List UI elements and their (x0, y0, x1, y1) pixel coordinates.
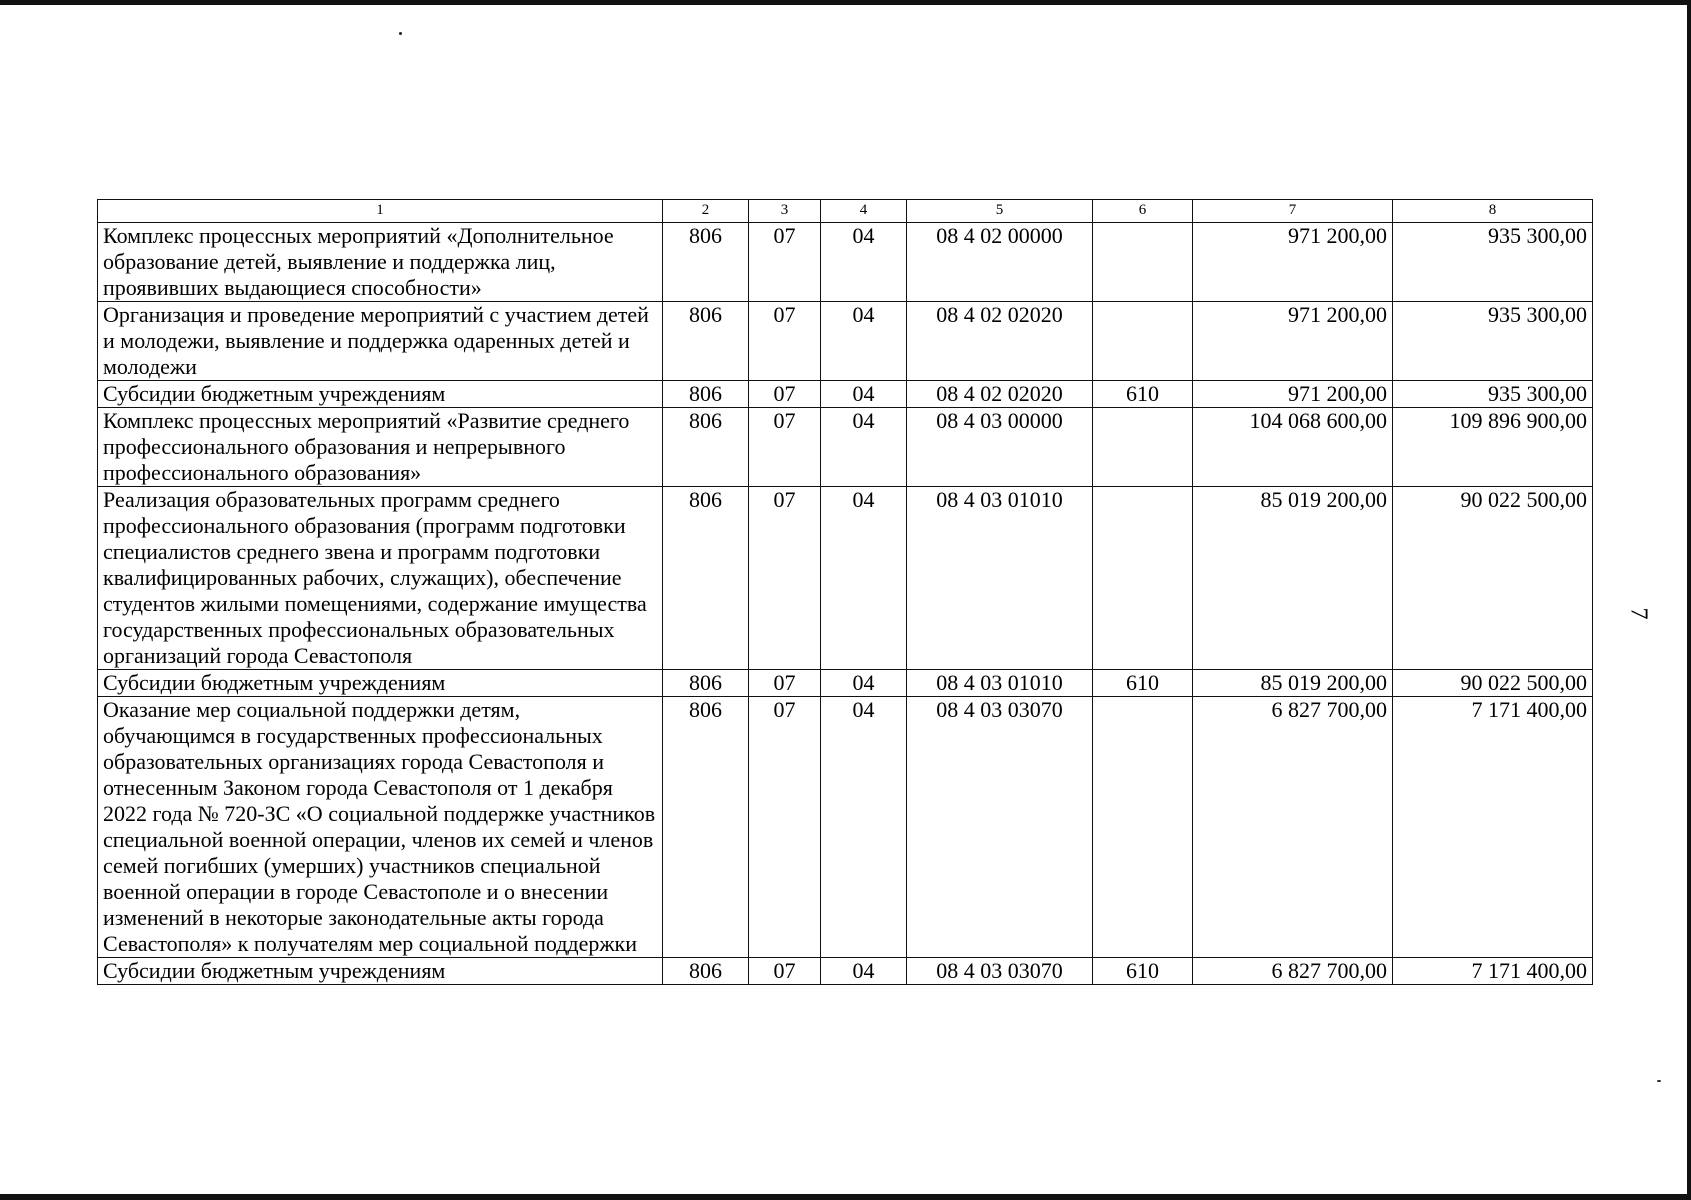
target-article-code: 08 4 03 03070 (907, 697, 1093, 958)
target-article-code: 08 4 02 02020 (907, 302, 1093, 381)
amount-year-2: 90 022 500,00 (1393, 487, 1593, 670)
ministry-code: 806 (663, 408, 749, 487)
ministry-code: 806 (663, 697, 749, 958)
column-header: 7 (1193, 200, 1393, 223)
expense-type-code: 610 (1093, 381, 1193, 408)
table-row (98, 958, 1593, 985)
target-article-code: 08 4 02 00000 (907, 223, 1093, 302)
row-name: Комплекс процессных мероприятий «Дополнительное образование детей, выявление и поддержка лиц, проявивших выдающиеся способности» (98, 223, 663, 302)
ministry-code: 806 (663, 302, 749, 381)
subsection-code: 04 (821, 670, 907, 697)
expense-type-code (1093, 697, 1193, 958)
amount-year-1: 971 200,00 (1193, 302, 1393, 381)
amount-year-2: 7 171 400,00 (1393, 697, 1593, 958)
target-article-code: 08 4 03 01010 (907, 670, 1093, 697)
amount-year-2: 90 022 500,00 (1393, 670, 1593, 697)
subsection-code: 04 (821, 381, 907, 408)
subsection-code: 04 (821, 302, 907, 381)
target-article-code: 08 4 02 02020 (907, 381, 1093, 408)
amount-year-1: 85 019 200,00 (1193, 670, 1393, 697)
amount-year-1: 971 200,00 (1193, 381, 1393, 408)
amount-year-1: 6 827 700,00 (1193, 697, 1393, 958)
amount-year-1: 104 068 600,00 (1193, 408, 1393, 487)
expense-type-code (1093, 487, 1193, 670)
row-name: Оказание мер социальной поддержки детям, обучающимся в государственных профессиональных образовательных организациях города Севастополя и отнесенным Законом города Севастополя от 1 декабря 2022 года № 720-ЗС «О социальной поддержке участников специальной военной операции, членов их семей и членов семей погибших (умерших) участников специальной военной операции в городе Севастополе и о внесении изменений в некоторые законодательные акты города Севастополя» к получателям мер социальной поддержки (98, 697, 663, 958)
subsection-code: 04 (821, 408, 907, 487)
ministry-code: 806 (663, 381, 749, 408)
ministry-code: 806 (663, 223, 749, 302)
subsection-code: 04 (821, 487, 907, 670)
amount-year-2: 935 300,00 (1393, 302, 1593, 381)
ministry-code: 806 (663, 958, 749, 985)
expense-type-code (1093, 408, 1193, 487)
section-code: 07 (749, 670, 821, 697)
row-name: Субсидии бюджетным учреждениям (98, 381, 663, 408)
column-header: 3 (749, 200, 821, 223)
subsection-code: 04 (821, 697, 907, 958)
budget-table (97, 199, 1593, 985)
row-name: Субсидии бюджетным учреждениям (98, 670, 663, 697)
table-row (98, 408, 1593, 487)
target-article-code: 08 4 03 03070 (907, 958, 1093, 985)
amount-year-2: 7 171 400,00 (1393, 958, 1593, 985)
scan-speck (399, 32, 402, 35)
expense-type-code (1093, 302, 1193, 381)
row-name: Реализация образовательных программ среднего профессионального образования (программ подготовки специалистов среднего звена и программ подготовки квалифицированных рабочих, служащих), обеспечение студентов жилыми помещениями, содержание имущества государственных профессиональных образовательных организаций города Севастополя (98, 487, 663, 670)
column-header: 2 (663, 200, 749, 223)
table-row (98, 302, 1593, 381)
column-header: 1 (98, 200, 663, 223)
section-code: 07 (749, 487, 821, 670)
section-code: 07 (749, 958, 821, 985)
expense-type-code (1093, 223, 1193, 302)
column-header: 8 (1393, 200, 1593, 223)
page-number: 7 (1625, 607, 1652, 620)
target-article-code: 08 4 03 01010 (907, 487, 1093, 670)
table-row (98, 381, 1593, 408)
amount-year-1: 971 200,00 (1193, 223, 1393, 302)
table-header-row (98, 200, 1593, 223)
column-header: 4 (821, 200, 907, 223)
amount-year-2: 935 300,00 (1393, 223, 1593, 302)
section-code: 07 (749, 302, 821, 381)
row-name: Субсидии бюджетным учреждениям (98, 958, 663, 985)
target-article-code: 08 4 03 00000 (907, 408, 1093, 487)
scan-speck (1657, 1080, 1661, 1082)
amount-year-1: 85 019 200,00 (1193, 487, 1393, 670)
table-row (98, 670, 1593, 697)
section-code: 07 (749, 697, 821, 958)
expense-type-code: 610 (1093, 670, 1193, 697)
amount-year-2: 935 300,00 (1393, 381, 1593, 408)
section-code: 07 (749, 223, 821, 302)
subsection-code: 04 (821, 223, 907, 302)
section-code: 07 (749, 381, 821, 408)
section-code: 07 (749, 408, 821, 487)
table-row (98, 487, 1593, 670)
row-name: Организация и проведение мероприятий с участием детей и молодежи, выявление и поддержка одаренных детей и молодежи (98, 302, 663, 381)
row-name: Комплекс процессных мероприятий «Развитие среднего профессионального образования и непрерывного профессионального образования» (98, 408, 663, 487)
ministry-code: 806 (663, 670, 749, 697)
subsection-code: 04 (821, 958, 907, 985)
expense-type-code: 610 (1093, 958, 1193, 985)
amount-year-1: 6 827 700,00 (1193, 958, 1393, 985)
column-header: 5 (907, 200, 1093, 223)
amount-year-2: 109 896 900,00 (1393, 408, 1593, 487)
table-row (98, 223, 1593, 302)
ministry-code: 806 (663, 487, 749, 670)
column-header: 6 (1093, 200, 1193, 223)
table-row (98, 697, 1593, 958)
